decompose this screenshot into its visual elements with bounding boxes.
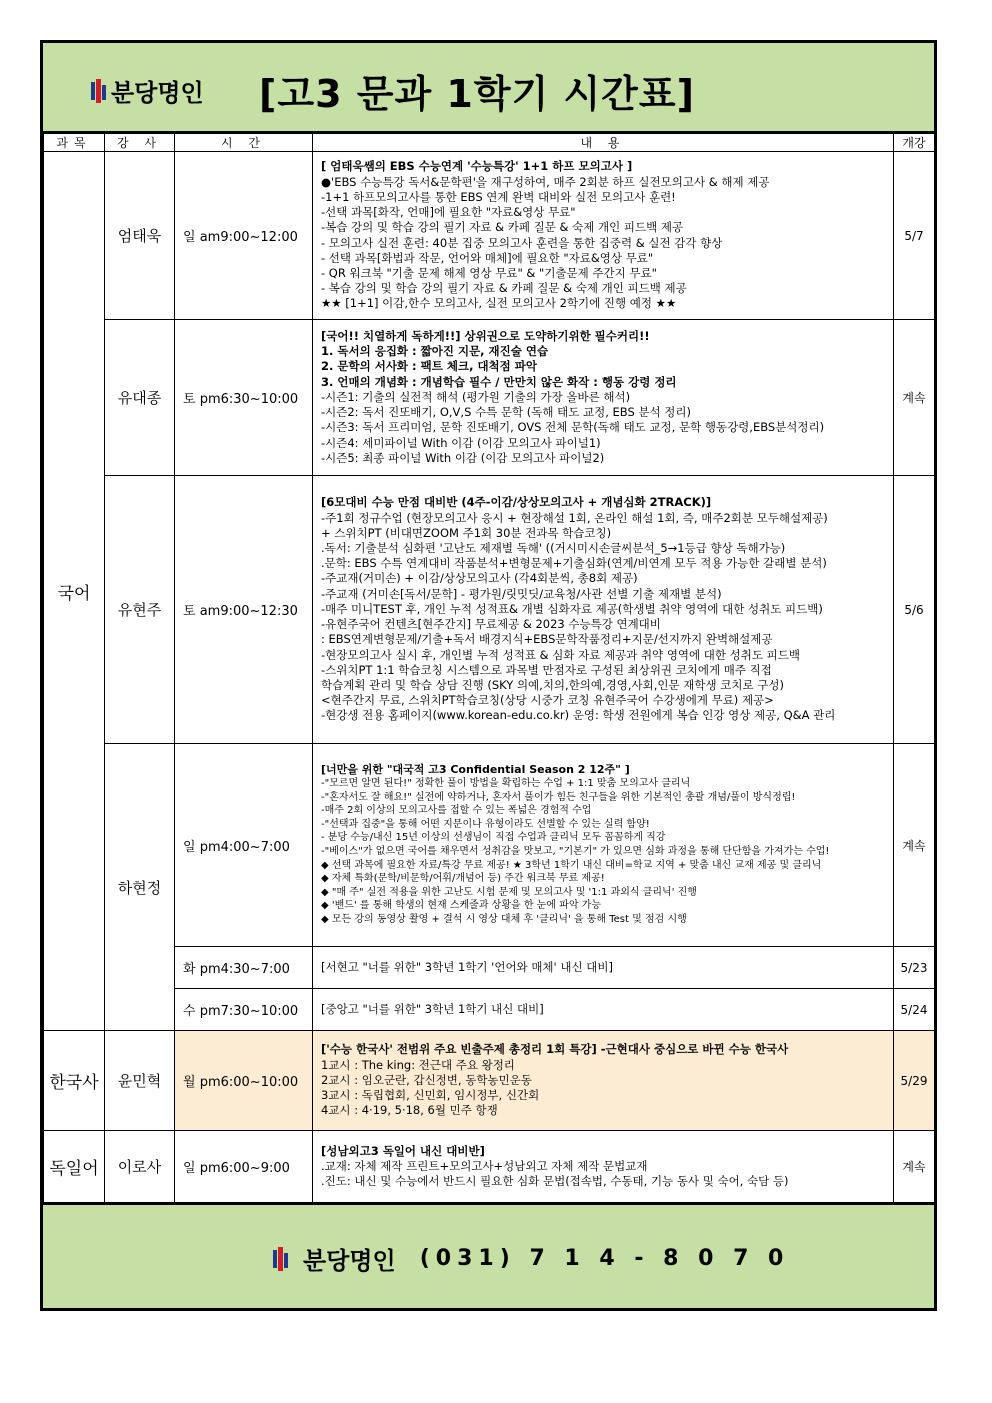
content-line: + 스위치PT (비대면ZOOM 주1회 30분 전과목 학습코칭): [321, 525, 612, 540]
table-row: [44, 744, 935, 947]
content-line: -"선택과 집중"을 통해 어떤 지문이나 유형이라도 선별할 수 있는 실력 함양!: [321, 818, 650, 830]
content-line: - 선택 과목[화법과 작문, 언어와 매체]에 필요한 "자료&영상 무료": [321, 250, 654, 265]
content-line: .교재: 자체 제작 프린트+모의고사+성남외고 자체 제작 문법교재: [321, 1158, 648, 1173]
content-line: -시즌3: 독서 프리미엄, 문학 진또배기, OVS 전체 문학(독해 태도 교정, 문학 행동강령,EBS분석정리): [321, 420, 825, 435]
content-line: [ 엄태욱쌤의 EBS 수능연계 '수능특강' 1+1 하프 모의고사 ]: [321, 159, 633, 174]
class-content: [313, 152, 894, 320]
content-line: -복습 강의 및 학습 강의 필기 자료 & 카페 질문 & 숙제 개인 피드백 제공: [321, 220, 684, 235]
class-content: [313, 947, 894, 989]
content-line: 3교시 : 독립협회, 신민회, 임시정부, 신간회: [321, 1088, 540, 1103]
content-line: -주교재(거미손) + 이감/상상모의고사 (각4회분씩, 총8회 제공): [321, 571, 638, 586]
content-line: ◆ '밴드' 를 통해 학생의 현재 스케줄과 상황을 한 눈에 파악 가능: [321, 900, 601, 912]
class-time: 일 pm4:00~7:00: [175, 744, 313, 947]
table-row: [44, 152, 935, 320]
content-line: [서현고 "너를 위한" 3학년 1학기 '언어와 매체' 내신 대비]: [321, 959, 613, 974]
content-line: [중앙고 "너를 위한" 3학년 1학기 내신 대비]: [321, 1001, 544, 1016]
content-line: - 분당 수능/내신 15년 이상의 선생님이 직접 수업과 클리닉 모두 꼼꼼하게 직강: [321, 832, 666, 844]
col-content: 내 용: [313, 134, 894, 152]
content-line: -시즌1: 기출의 실전적 해석 (평가원 기출의 가장 올바른 해석): [321, 389, 631, 404]
class-time: 수 pm7:30~10:00: [175, 989, 313, 1031]
content-line: -주교재 (거미손[독서/문학] - 평가원/릿밋딧/교육청/사관 선별 기출 제재별 분석): [321, 586, 722, 601]
class-time: 일 pm6:00~9:00: [175, 1131, 313, 1203]
table-row: [44, 947, 935, 989]
content-line: .진도: 내신 및 수능에서 반드시 필요한 심화 문법(접속법, 수동태, 기능 동사 및 숙어, 숙담 등): [321, 1174, 789, 1189]
content-line: ['수능 한국사' 전범위 주요 빈출주제 총정리 1회 특강] -근현대사 중심으로 바뀐 수능 한국사: [321, 1042, 789, 1057]
start-date: 계속: [894, 1131, 935, 1203]
content-line: 2. 문학의 서사화 : 팩트 체크, 대척점 파악: [321, 359, 537, 374]
content-line: - QR 워크북 "기출 문제 해제 영상 무료" & "기출문제 주간지 무료": [321, 265, 657, 280]
table-row: [44, 320, 935, 476]
content-line: -매주 미니TEST 후, 개인 누적 성적표& 개별 심화자료 제공(학생별 취약 영역에 대한 성취도 피드백): [321, 601, 823, 616]
content-line: -시즌2: 독서 진또배기, O,V,S 수특 문학 (독해 태도 교정, EBS 분석 정리): [321, 405, 692, 420]
content-line: 1교시 : The king: 전근대 주요 왕정리: [321, 1057, 515, 1072]
content-line: 학습계획 관리 및 학습 상담 진행 (SKY 의예,치의,한의예,경영,사회,인문 재학생 코치로 구성): [321, 677, 784, 692]
table-row: [44, 476, 935, 744]
content-line: ◆ 자체 특화(문학/비문학/어휘/개념어 등) 주간 워크북 무료 제공!: [321, 873, 605, 885]
content-line: ◆ 선택 과목에 필요한 자료/특강 무료 제공! ★ 3학년 1학기 내신 대비=학교 지역 + 맞춤 내신 교재 제공 및 클리닉: [321, 859, 822, 871]
class-time: 토 pm6:30~10:00: [175, 320, 313, 476]
content-line: .독서: 기출분석 심화편 '고난도 제재별 독해' ((거시미시손글씨분석_5→1등급 향상 독해가능): [321, 541, 786, 556]
page-footer: [43, 1203, 934, 1308]
instructor-name: 유대종: [105, 320, 175, 476]
col-time: 시 간: [175, 134, 313, 152]
content-line: <현주간지 무료, 스위치PT학습코칭(상당 시중가 코칭 유현주국어 수강생에게 무료) 제공>: [321, 693, 774, 708]
content-line: -매주 2회 이상의 모의고사를 접할 수 있는 폭넓은 경험적 수업: [321, 805, 592, 817]
class-time: 토 am9:00~12:30: [175, 476, 313, 744]
content-line: -선택 과목[화작, 언매]에 필요한 "자료&영상 무료": [321, 205, 576, 220]
content-line: ●'EBS 수능특강 독서&문학편'을 재구성하여, 매주 2회분 하프 실전모의고사 & 해제 제공: [321, 174, 770, 189]
content-line: -"혼자서도 잘 해요!" 실전에 약하거나, 혼자서 풀이가 힘든 친구들을 위한 기본적인 총괄 개념/풀이 방식정립!: [321, 791, 796, 803]
content-line: - 복습 강의 및 학습 강의 필기 자료 & 카페 질문 & 숙제 개인 피드백 제공: [321, 281, 687, 296]
content-line: -"베이스"가 없으면 국어를 채우면서 성취감을 맛보고, "기본기" 가 있으면 심화 과정을 통해 단단함을 가져가는 수업!: [321, 846, 830, 857]
class-content: [313, 1131, 894, 1203]
start-date: 계속: [894, 744, 935, 947]
content-line: -현장모의고사 실시 후, 개인별 누적 성적표 & 심화 자료 제공과 취약 영역에 대한 성취도 피드백: [321, 647, 800, 662]
start-date: 5/29: [894, 1031, 935, 1131]
subject-german: 독일어: [44, 1131, 105, 1203]
content-line: 4교시 : 4·19, 5·18, 6월 민주 항쟁: [321, 1103, 498, 1118]
instructor-name: 이로사: [105, 1131, 175, 1203]
content-line: [국어!! 치열하게 독하게!!] 상위권으로 도약하기위한 필수커리!!: [321, 329, 650, 344]
class-time: 일 am9:00~12:00: [175, 152, 313, 320]
content-line: -현강생 전용 홈페이지(www.korean-edu.co.kr) 운영: 학생 전원에게 복습 인강 영상 제공, Q&A 관리: [321, 708, 836, 723]
content-line: [너만을 위한 "대국적 고3 Confidential Season 2 12주" ]: [321, 763, 630, 777]
instructor-name: 윤민혁: [105, 1031, 175, 1131]
start-date: 5/23: [894, 947, 935, 989]
subject-history: 한국사: [44, 1031, 105, 1131]
table-header-row: [44, 134, 935, 152]
content-line: -유현주국어 컨텐츠[현주간지] 무료제공 & 2023 수능특강 연계대비: [321, 617, 661, 632]
content-line: -주1회 정규수업 (현장모의고사 응시 + 현장해설 1회, 온라인 해설 1회, 즉, 매주2회분 모두해설제공): [321, 510, 828, 525]
table-row: [44, 989, 935, 1031]
subject-korean: 국어: [44, 152, 105, 1031]
class-content: [313, 320, 894, 476]
brand-logo-icon: [273, 1247, 289, 1271]
class-content: [313, 1031, 894, 1131]
instructor-name: 유현주: [105, 476, 175, 744]
footer-phone: (031) 7 1 4 - 8 0 7 0: [419, 1246, 790, 1271]
footer-brand: 분당명인: [303, 1247, 396, 1275]
content-line: ◆ "매 주" 실전 적용을 위한 고난도 시험 문제 및 모의고사 및 '1:1 과외식 클리닉' 진행: [321, 886, 697, 898]
start-date: 5/6: [894, 476, 935, 744]
timetable-sheet: [40, 40, 937, 1311]
col-subject: 과목: [44, 134, 105, 152]
class-content: [313, 989, 894, 1031]
content-line: [6모대비 수능 만점 대비반 (4주-이감/상상모의고사 + 개념심화 2TRACK)]: [321, 495, 712, 510]
brand-name: 분당명인: [111, 79, 204, 107]
instructor-name: 하현정: [105, 744, 175, 1031]
col-start: 개강: [894, 134, 935, 152]
start-date: 5/7: [894, 152, 935, 320]
start-date: 5/24: [894, 989, 935, 1031]
content-line: : EBS연계변형문제/기출+독서 배경지식+EBS문학작품정리+지문/선지까지 완벽해설제공: [321, 632, 773, 647]
class-content: [313, 476, 894, 744]
class-time: 월 pm6:00~10:00: [175, 1031, 313, 1131]
start-date: 계속: [894, 320, 935, 476]
page-header: [43, 43, 934, 133]
content-line: 2교시 : 임오군란, 갑신정변, 동학농민운동: [321, 1072, 532, 1087]
table-row: [44, 1031, 935, 1131]
content-line: [성남외고3 독일어 내신 대비반]: [321, 1143, 485, 1158]
content-line: -"모르면 알면 된다!" 정확한 풀이 방법을 확립하는 수업 + 1:1 맞춤 모의고사 클리닉: [321, 778, 691, 790]
table-row: [44, 1131, 935, 1203]
content-line: ◆ 모든 강의 동영상 촬영 + 결석 시 영상 대체 후 '클리닉' 을 통해 Test 및 점검 시행: [321, 913, 687, 925]
brand-logo: [91, 73, 204, 108]
footer-contact: [273, 1241, 789, 1276]
col-instructor: 강 사: [105, 134, 175, 152]
class-content: [313, 744, 894, 947]
content-line: -시즌4: 세미파이널 With 이감 (이감 모의고사 파이널1): [321, 435, 601, 450]
content-line: ★★ [1+1] 이감,한수 모의고사, 실전 모의고사 2학기에 진행 예정 ★★: [321, 296, 677, 311]
schedule-table: [43, 133, 935, 1203]
content-line: -1+1 하프모의고사를 통한 EBS 연계 완벽 대비와 실전 모의고사 훈련!: [321, 189, 676, 204]
content-line: -시즌5: 최종 파이널 With 이감 (이감 모의고사 파이널2): [321, 450, 605, 465]
content-line: 1. 독서의 응집화 : 짧아진 지문, 재진술 연습: [321, 344, 549, 359]
content-line: - 모의고사 실전 훈련: 40분 집중 모의고사 훈련을 통한 집중력 & 실전 감각 향상: [321, 235, 723, 250]
page-title: [고3 문과 1학기 시간표]: [259, 72, 695, 116]
instructor-name: 엄태욱: [105, 152, 175, 320]
content-line: .문학: EBS 수특 연계대비 작품분석+변형문제+기출심화(연계/비연계 모두 적용 가능한 갈래별 분석): [321, 556, 827, 571]
class-time: 화 pm4:30~7:00: [175, 947, 313, 989]
content-line: 3. 언매의 개념화 : 개념학습 필수 / 만만치 않은 화작 : 행동 강령 정리: [321, 374, 677, 389]
brand-logo-icon: [91, 79, 107, 103]
content-line: -스위치PT 1:1 학습코칭 시스템으로 과목별 만점자로 구성된 최상위권 코치에게 매주 직접: [321, 662, 772, 677]
